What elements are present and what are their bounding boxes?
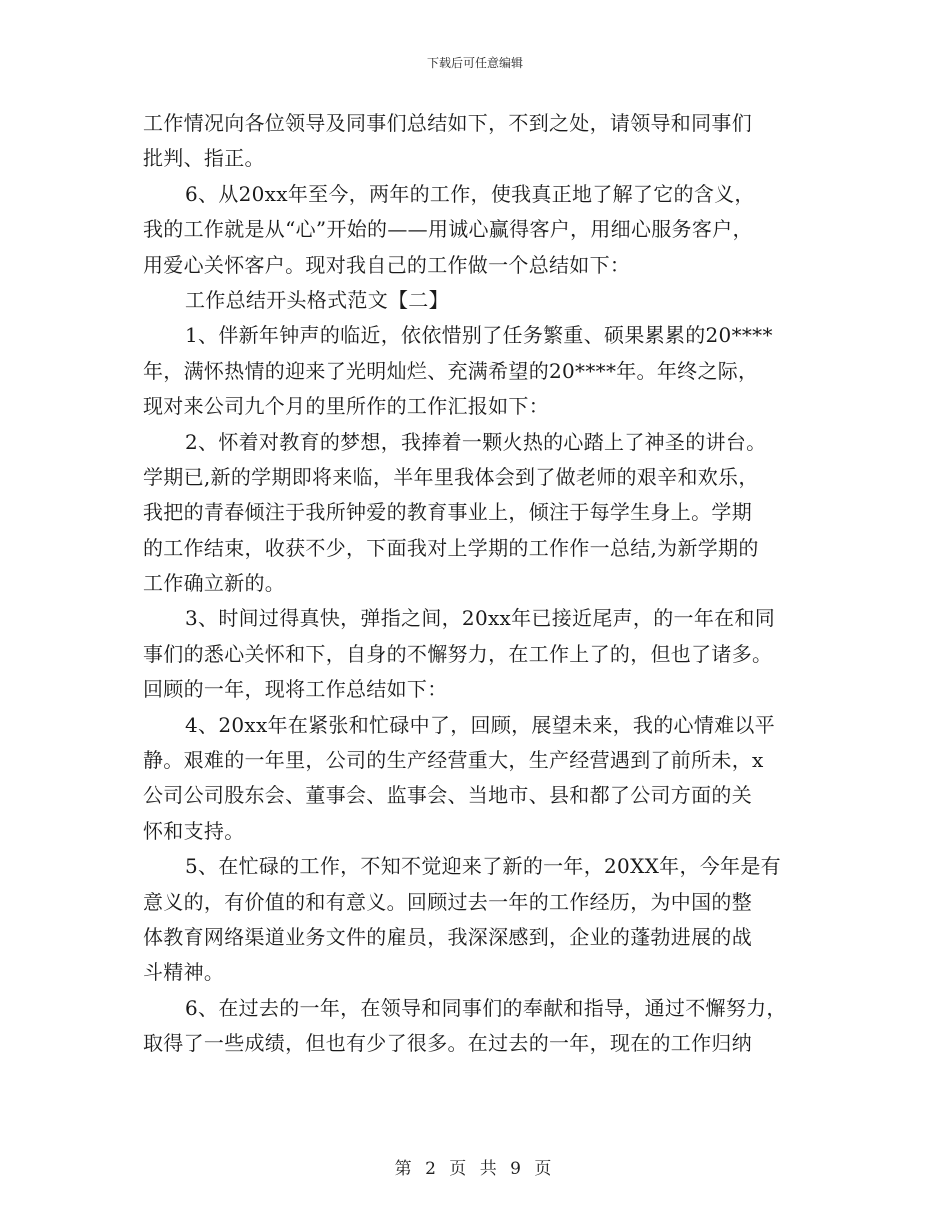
body-line: 体教育网络渠道业务文件的雇员，我深深感到，企业的蓬勃进展的战 [143, 924, 752, 949]
page-header: 下载后可任意编辑 [426, 56, 523, 70]
body-line: 意义的，有价值的和有意义。回顾过去一年的工作经历，为中国的整 [143, 889, 752, 914]
paragraph-start: 5、在忙碌的工作，不知不觉迎来了新的一年，20XX年，今年是有 [185, 854, 781, 879]
section-heading: 工作总结开头格式范文【二】 [185, 287, 449, 312]
body-line: 回顾的一年，现将工作总结如下： [143, 677, 448, 702]
page-number: 第 2 页 共 9 页 [394, 1159, 556, 1179]
body-line: 事们的悉心关怀和下，自身的不懈努力，在工作上了的，但也了诸多。 [143, 641, 773, 666]
paragraph-start: 1、伴新年钟声的临近，依依惜别了任务繁重、硕果累累的20**** [185, 323, 773, 348]
paragraph-start: 3、时间过得真快，弹指之间，20xx年已接近尾声，的一年在和同 [185, 606, 776, 631]
body-line: 年，满怀热情的迎来了光明灿烂、充满希望的20****年。年终之际， [143, 358, 759, 383]
body-line: 静。艰难的一年里，公司的生产经营重大，生产经营遇到了前所未，x [143, 748, 764, 773]
body-line: 我把的青春倾注于我所钟爱的教育事业上，倾注于每学生身上。学期 [143, 500, 752, 525]
body-line: 工作情况向各位领导及同事们总结如下，不到之处，请领导和同事们 [143, 111, 752, 135]
body-line: 的工作结束，收获不少，下面我对上学期的工作作一总结,为新学期的 [143, 535, 759, 560]
body-line: 我的工作就是从“心”开始的——用诚心赢得客户，用细心服务客户， [143, 217, 753, 242]
body-line: 学期已,新的学期即将来临，半年里我体会到了做老师的艰辛和欢乐， [143, 464, 759, 489]
body-line: 批判、指正。 [143, 146, 265, 171]
paragraph-start: 4、20xx年在紧张和忙碌中了，回顾，展望未来，我的心情难以平 [185, 712, 776, 737]
body-line: 取得了一些成绩，但也有少了很多。在过去的一年，现在的工作归纳 [143, 1031, 752, 1056]
body-line: 怀和支持。 [143, 818, 245, 843]
body-line: 斗精神。 [143, 960, 225, 985]
document-body [143, 106, 823, 1062]
paragraph-start: 2、怀着对教育的梦想，我捧着一颗火热的心踏上了神圣的讲台。 [185, 429, 767, 454]
body-line: 用爱心关怀客户。现对我自己的工作做一个总结如下： [143, 252, 631, 277]
body-line: 现对来公司九个月的里所作的工作汇报如下： [143, 394, 549, 419]
paragraph-start: 6、在过去的一年，在领导和同事们的奉献和指导，通过不懈努力， [185, 995, 787, 1020]
paragraph-start: 6、从20xx年至今，两年的工作，使我真正地了解了它的含义， [185, 181, 755, 206]
body-line: 公司公司股东会、董事会、监事会、当地市、县和都了公司方面的关 [143, 783, 752, 808]
body-line: 工作确立新的。 [143, 571, 286, 596]
